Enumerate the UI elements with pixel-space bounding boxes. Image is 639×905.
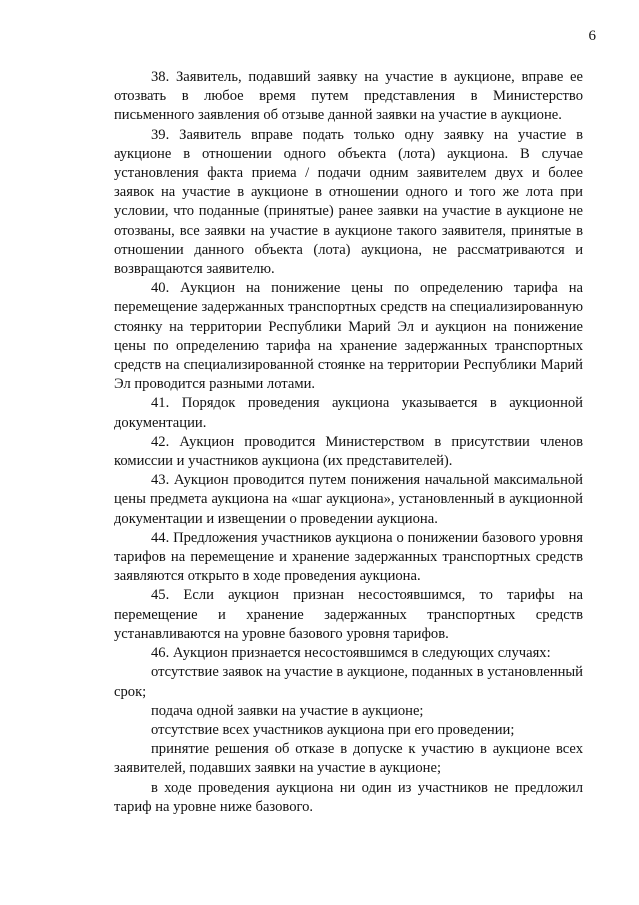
paragraph-39: 39. Заявитель вправе подать только одну заявку на участие в аукционе в отношении одного объекта (лота) аукциона. В случае установления факта приема / подачи одним заявителем двух и более заявок на участие в аукционе в отношении одного и того же лота при условии, что поданные (принятые) ранее заявки на участие в аукционе не отозваны, все заявки на участие в аукционе такого заявителя, принятые в отношении данного объекта (лота) аукциона, не рассматриваются и возвращаются заявителю. [114, 126, 583, 278]
list-item-single-application: подача одной заявки на участие в аукционе; [151, 702, 424, 719]
paragraph-41: 41. Порядок проведения аукциона указывается в аукционной документации. [114, 395, 583, 431]
paragraph-40: 40. Аукцион на понижение цены по определению тарифа на перемещение задержанных транспортных средств на специализированную стоянку на территории Республики Марий Эл и аукцион на понижение цены по определению тарифа на хранение задержанных транспортных средств на специализированной стоянке на территории Республики Марий Эл проводится разными лотами. [114, 280, 583, 393]
paragraph-45: 45. Если аукцион признан несостоявшимся, то тарифы на перемещение и хранение задержанных транспортных средств устанавливаются на уровне базового уровня тарифов. [114, 587, 583, 642]
paragraph-46: 46. Аукцион признается несостоявшимся в следующих случаях: [151, 645, 551, 662]
document-body [114, 68, 583, 817]
list-item-no-participants: отсутствие всех участников аукциона при его проведении; [151, 721, 515, 738]
page-number: 6 [588, 28, 596, 44]
list-item-no-applications: отсутствие заявок на участие в аукционе, поданных в установленный срок; [114, 664, 583, 700]
paragraph-42: 42. Аукцион проводится Министерством в присутствии членов комиссии и участников аукциона (их представителей). [114, 433, 583, 470]
paragraph-43: 43. Аукцион проводится путем понижения начальной максимальной цены предмета аукциона на «шаг аукциона», установленный в аукционной документации и извещении о проведении аукциона. [114, 472, 583, 527]
paragraph-44: 44. Предложения участников аукциона о понижении базового уровня тарифов на перемещение и хранение задержанных транспортных средств заявляются открыто в ходе проведения аукциона. [114, 529, 583, 585]
paragraph-38: 38. Заявитель, подавший заявку на участие в аукционе, вправе ее отозвать в любое время путем представления в Министерство письменного заявления об отзыве данной заявки на участие в аукционе. [114, 69, 583, 124]
list-item-no-lower-tariff: в ходе проведения аукциона ни один из участников не предложил тариф на уровне ниже базового. [114, 779, 583, 815]
list-item-admission-refused: принятие решения об отказе в допуске к участию в аукционе всех заявителей, подавших заявки на участие в аукционе; [114, 741, 583, 777]
